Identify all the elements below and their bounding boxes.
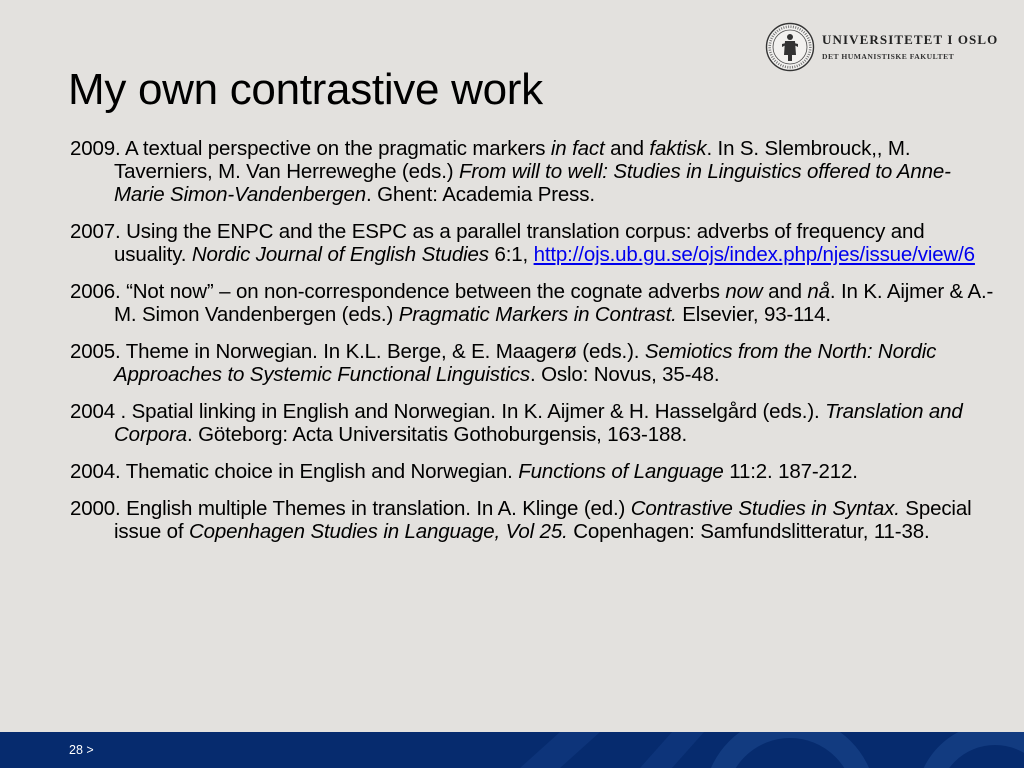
- reference-italic: nå: [807, 280, 830, 303]
- reference-2007: [70, 220, 995, 266]
- reference-text: Elsevier, 93-114.: [676, 303, 831, 326]
- reference-2006: [70, 280, 995, 326]
- reference-text: 2004 . Spatial linking in English and Norwegian. In K. Aijmer & H. Hasselgård (eds.).: [70, 400, 826, 423]
- reference-text: 2005. Theme in Norwegian. In K.L. Berge, & E. Maagerø (eds.).: [70, 340, 645, 363]
- reference-text: 6:1,: [488, 243, 534, 266]
- reference-text: Special issue of: [114, 497, 972, 543]
- footer-bar: [0, 732, 1024, 768]
- reference-2000: [70, 497, 995, 543]
- reference-text: and: [604, 137, 650, 160]
- journal-issue-link[interactable]: http://ojs.ub.gu.se/ojs/index.php/njes/issue/view/6: [533, 243, 975, 266]
- reference-text: 2004. Thematic choice in English and Norwegian.: [70, 460, 519, 483]
- reference-2004-spatial: [70, 400, 995, 446]
- reference-text: 11:2. 187-212.: [723, 460, 858, 483]
- reference-text: . In K. Aijmer & A.-M. Simon Vandenbergen (eds.): [114, 280, 994, 326]
- reference-text: 2009. A textual perspective on the pragmatic markers: [70, 137, 551, 160]
- reference-2005: [70, 340, 995, 386]
- reference-italic: Pragmatic Markers in Contrast.: [398, 303, 677, 326]
- reference-text: . Ghent: Academia Press.: [366, 183, 595, 206]
- university-name: UNIVERSITETET I OSLO: [822, 32, 999, 47]
- reference-text: . Oslo: Novus, 35-48.: [529, 363, 720, 386]
- footer-decoration: [0, 732, 1024, 768]
- reference-italic: From will to well: Studies in Linguistics offered to Anne-Marie Simon-Vandenbergen: [114, 160, 951, 206]
- slide-title: My own contrastive work: [68, 65, 543, 114]
- reference-text: 2007. Using the ENPC and the ESPC as a parallel translation corpus: adverbs of frequency and usuality.: [70, 220, 925, 266]
- reference-italic: Semiotics from the North: Nordic Approaches to Systemic Functional Linguistics: [114, 340, 937, 386]
- reference-italic: in fact: [550, 137, 605, 160]
- reference-italic: Functions of Language: [518, 460, 724, 483]
- reference-italic: Contrastive Studies in Syntax.: [630, 497, 900, 520]
- reference-2009: [70, 137, 995, 206]
- reference-italic: faktisk: [649, 137, 707, 160]
- reference-list: [70, 137, 995, 557]
- reference-text: Copenhagen: Samfundslitteratur, 11-38.: [567, 520, 930, 543]
- university-logo: [765, 22, 1024, 74]
- reference-text: . Göteborg: Acta Universitatis Gothoburgensis, 163-188.: [187, 423, 687, 446]
- reference-text: 2000. English multiple Themes in translation. In A. Klinge (ed.): [70, 497, 631, 520]
- reference-italic: Copenhagen Studies in Language, Vol 25.: [189, 520, 568, 543]
- page-number[interactable]: 28 >: [69, 743, 94, 757]
- reference-text: and: [762, 280, 808, 303]
- faculty-name: DET HUMANISTISKE FAKULTET: [822, 52, 955, 61]
- reference-italic: Translation and Corpora: [114, 400, 963, 446]
- reference-italic: Nordic Journal of English Studies: [191, 243, 489, 266]
- university-seal-icon: [765, 22, 815, 72]
- reference-2004-thematic: [70, 460, 995, 483]
- reference-text: . In S. Slembrouck,, M. Taverniers, M. Van Herreweghe (eds.): [114, 137, 911, 183]
- reference-text: 2006. “Not now” – on non-correspondence between the cognate adverbs: [70, 280, 726, 303]
- reference-italic: now: [725, 280, 763, 303]
